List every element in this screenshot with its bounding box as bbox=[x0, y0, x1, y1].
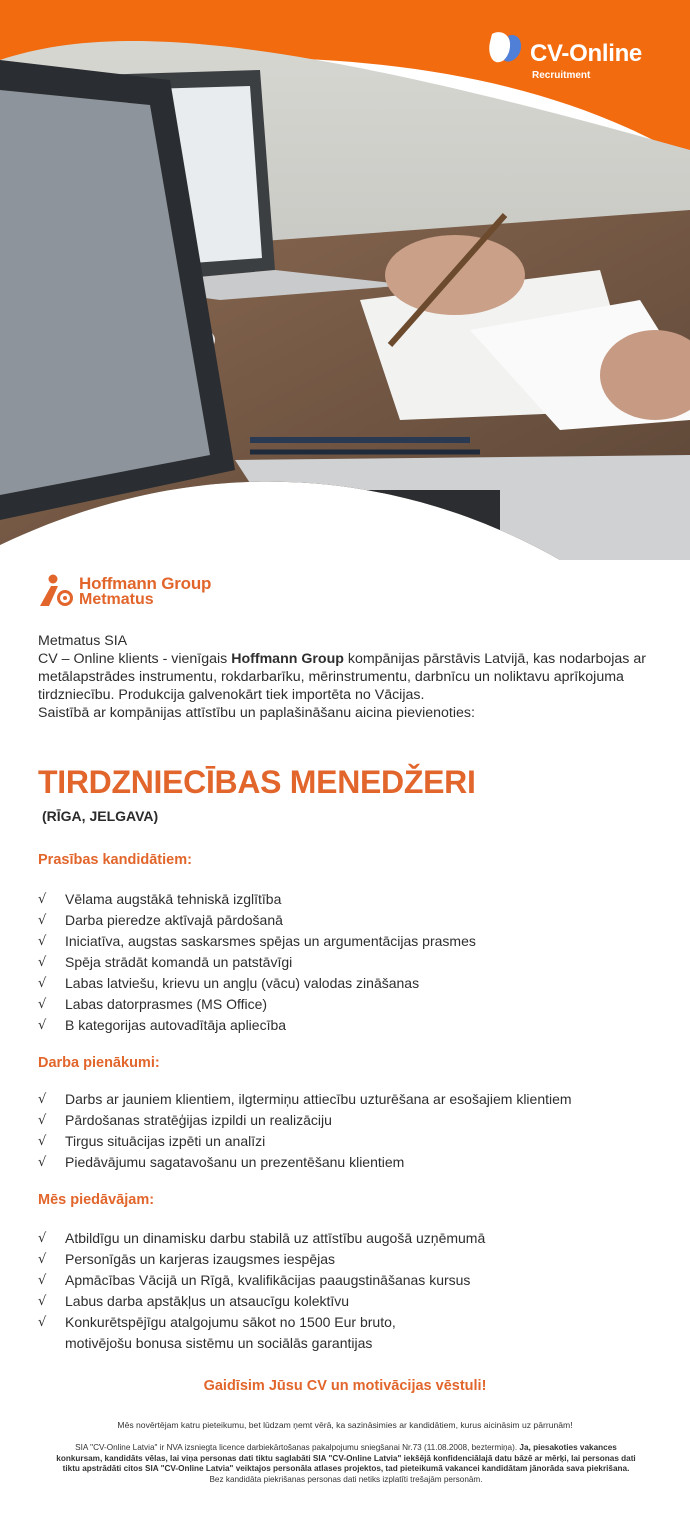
intro-pre: CV – Online klients - vienīgais bbox=[38, 651, 232, 667]
list-item bbox=[38, 1110, 658, 1131]
list-item-text: Spēja strādāt komandā un patstāvīgi bbox=[65, 954, 293, 970]
check-icon: √ bbox=[38, 1092, 47, 1107]
check-icon: √ bbox=[38, 1315, 47, 1330]
list-item-text: Personīgās un karjeras izaugsmes iespējas bbox=[65, 1251, 336, 1267]
check-icon: √ bbox=[38, 1273, 47, 1288]
list-item-text: Labus darba apstākļus un atsaucīgu kolektīvu bbox=[65, 1293, 350, 1309]
list-item bbox=[38, 1089, 658, 1110]
check-icon: √ bbox=[38, 892, 47, 907]
hoffmann-group-logo bbox=[38, 574, 238, 610]
check-icon: √ bbox=[38, 1018, 47, 1033]
check-icon: √ bbox=[38, 913, 47, 928]
list-item-text: B kategorijas autovadītāja apliecība bbox=[65, 1017, 287, 1033]
cv-online-brand-sub: Recruitment bbox=[532, 70, 591, 81]
cv-online-logo bbox=[486, 28, 666, 88]
cv-online-brand-name: CV-Online bbox=[530, 40, 642, 67]
check-icon: √ bbox=[38, 976, 47, 991]
legal-disclaimer bbox=[56, 1443, 636, 1485]
check-icon: √ bbox=[38, 1294, 47, 1309]
check-icon: √ bbox=[38, 1155, 47, 1170]
hoffmann-logo-icon bbox=[38, 574, 74, 608]
list-item bbox=[38, 994, 658, 1015]
closing-call-to-action: Gaidīsim Jūsu CV un motivācijas vēstuli! bbox=[203, 1378, 487, 1394]
duties-list bbox=[38, 1089, 658, 1173]
list-item-text: Piedāvājumu sagatavošanu un prezentēšanu klientiem bbox=[65, 1154, 405, 1170]
job-title: TIRDZNIECĪBAS MENEDŽERI bbox=[38, 764, 476, 800]
offer-title: Mēs piedāvājam: bbox=[38, 1192, 155, 1208]
requirements-list bbox=[38, 889, 658, 1036]
list-item bbox=[38, 952, 658, 973]
check-icon: √ bbox=[38, 1252, 47, 1267]
list-item bbox=[38, 910, 658, 931]
duties-title: Darba pienākumi: bbox=[38, 1055, 160, 1071]
list-item-text: Darba pieredze aktīvajā pārdošanā bbox=[65, 912, 283, 928]
intro-bold: Hoffmann Group bbox=[231, 651, 344, 667]
list-item bbox=[38, 1291, 658, 1312]
list-item bbox=[38, 1312, 658, 1333]
check-icon: √ bbox=[38, 997, 47, 1012]
list-item-text: Tirgus situācijas izpēti un analīzi bbox=[65, 1133, 266, 1149]
list-item-text: Iniciatīva, augstas saskarsmes spējas un argumentācijas prasmes bbox=[65, 933, 476, 949]
list-item bbox=[38, 931, 658, 952]
legal-part2: Ja, piesakoties vakances konkursam, kandidāts vēlas, lai viņa personas dati tiktu saglabāti SIA "CV-Online Latvia" iekšējā konfidenciālajā datu bāzē ar mērķi, lai personas dati tiktu apstrādāti citos SIA "CV-Online Latvia" veiktajos personāla atlases projektos, tad pieteikumā vakancei kandidātam jānorāda sava piekrišana. bbox=[56, 1443, 636, 1474]
list-item-text: Vēlama augstākā tehniskā izglītība bbox=[65, 891, 282, 907]
legal-part1: SIA "CV-Online Latvia" ir NVA izsniegta licence darbiekārtošanas pakalpojumu sniegšanai Nr.73 (11.08.2008, beztermiņa). bbox=[75, 1443, 520, 1452]
cv-online-logo-icon bbox=[486, 28, 526, 68]
list-item bbox=[38, 1152, 658, 1173]
check-icon: √ bbox=[38, 934, 47, 949]
requirements-title: Prasības kandidātiem: bbox=[38, 852, 192, 868]
list-item-text: Apmācības Vācijā un Rīgā, kvalifikācijas paaugstināšanas kursus bbox=[65, 1272, 471, 1288]
list-item-text: Atbildīgu un dinamisku darbu stabilā uz attīstību augošā uzņēmumā bbox=[65, 1230, 486, 1246]
list-item bbox=[38, 973, 658, 994]
company-name: Metmatus SIA bbox=[38, 633, 128, 649]
intro-post: kompānijas pārstāvis Latvijā, kas nodarbojas ar metālapstrādes instrumentu, rokdarbarīku, mērinstrumentu, darbnīcu un noliktavu aprīkojuma tirdzniecību. Produkcija galvenokārt tiek importēta no Vācijas. bbox=[38, 651, 646, 703]
list-item-text: Labas datorprasmes (MS Office) bbox=[65, 996, 268, 1012]
check-icon: √ bbox=[38, 1113, 47, 1128]
intro-block bbox=[38, 632, 658, 722]
check-icon: √ bbox=[38, 1134, 47, 1149]
list-item-text: Konkurētspējīgu atalgojumu sākot no 1500 Eur bruto, bbox=[65, 1314, 396, 1330]
offer-list bbox=[38, 1228, 658, 1354]
list-item bbox=[38, 1270, 658, 1291]
hoffmann-logo-line2: Metmatus bbox=[79, 591, 154, 608]
list-item bbox=[38, 1015, 658, 1036]
list-item-continuation bbox=[38, 1333, 658, 1354]
company-description bbox=[38, 650, 658, 704]
check-icon: √ bbox=[38, 955, 47, 970]
list-item-text: motivējošu bonusa sistēmu un sociālās garantijas bbox=[65, 1335, 373, 1351]
list-item bbox=[38, 1131, 658, 1152]
list-item bbox=[38, 1228, 658, 1249]
hero-banner bbox=[0, 0, 690, 560]
list-item-text: Labas latviešu, krievu un angļu (vācu) valodas zināšanas bbox=[65, 975, 420, 991]
company-intro bbox=[38, 632, 658, 722]
job-location: (RĪGA, JELGAVA) bbox=[42, 808, 159, 824]
hoffmann-logo-line1: Hoffmann Group bbox=[79, 574, 212, 593]
check-icon: √ bbox=[38, 1231, 47, 1246]
list-item-text: Pārdošanas stratēģijas izpildi un realizāciju bbox=[65, 1112, 332, 1128]
footer-note: Mēs novērtējam katru pieteikumu, bet lūdzam ņemt vērā, ka sazināsimies ar kandidātiem, kurus aicināsim uz pārrunām! bbox=[117, 1420, 573, 1430]
lead-text: Saistībā ar kompānijas attīstību un paplašināšanu aicina pievienoties: bbox=[38, 705, 475, 721]
list-item-text: Darbs ar jauniem klientiem, ilgtermiņu attiecību uzturēšana ar esošajiem klientiem bbox=[65, 1091, 572, 1107]
list-item bbox=[38, 889, 658, 910]
list-item bbox=[38, 1249, 658, 1270]
legal-part3: Bez kandidāta piekrišanas personas dati netiks izplatīti trešajām personām. bbox=[209, 1474, 483, 1484]
